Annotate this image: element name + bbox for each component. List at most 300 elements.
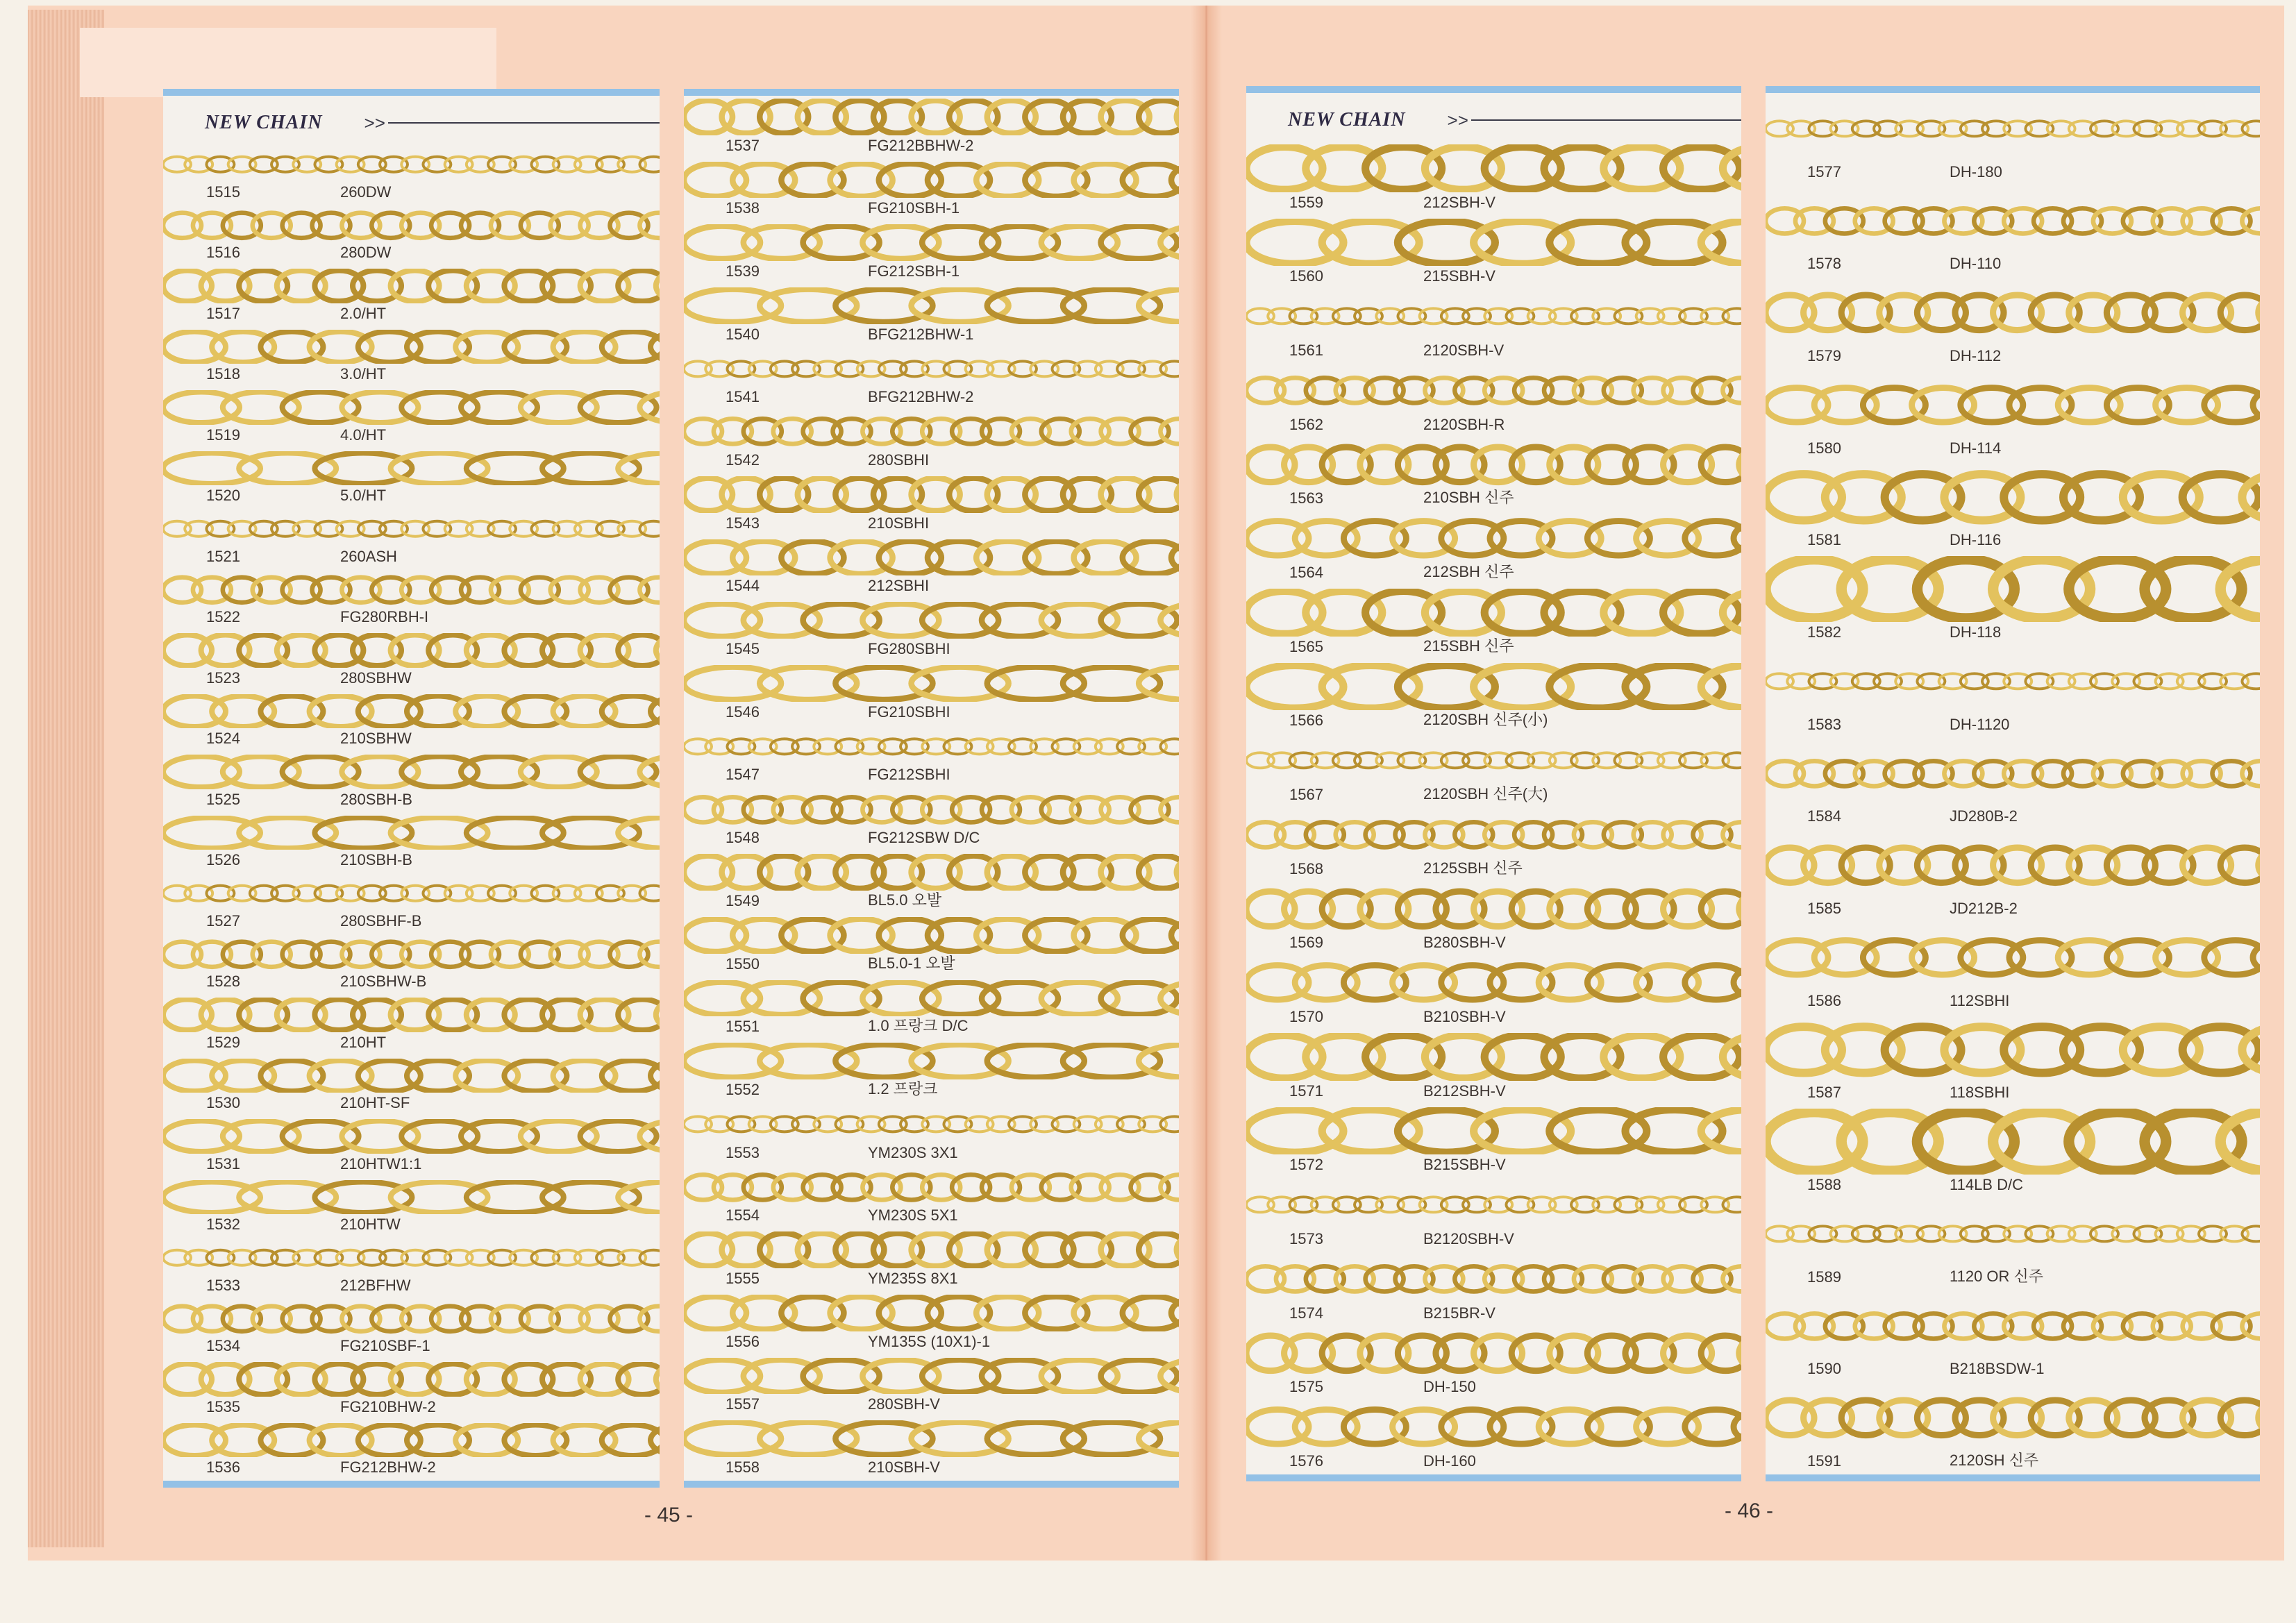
item-code: 1.0 프랑크 D/C [868, 1017, 969, 1035]
chain-item [1246, 438, 1741, 512]
chain-image [684, 1106, 1179, 1143]
chain-image [163, 1302, 660, 1336]
chain-image [1766, 1293, 2260, 1359]
item-number: 1574 [1289, 1304, 1323, 1322]
section-title: NEW CHAIN [205, 112, 323, 133]
chain-image [163, 1423, 660, 1458]
item-code: DH-112 [1950, 346, 2002, 364]
chain-image [1246, 514, 1741, 562]
chain-image [163, 147, 660, 182]
chain-item [163, 995, 660, 1056]
chain-item [163, 570, 660, 631]
item-code: 212SBH-V [1423, 193, 1495, 211]
section-header [1288, 103, 1741, 137]
chain-item [163, 873, 660, 934]
chain-image [1766, 188, 2260, 254]
item-code: FG210SBF-1 [340, 1337, 430, 1354]
chain-image [163, 1362, 660, 1397]
chain-item [684, 1418, 1179, 1481]
header-rule [388, 122, 660, 124]
item-number: 1571 [1289, 1082, 1323, 1100]
item-number: 1528 [206, 973, 240, 990]
chain-image [684, 854, 1179, 891]
item-number: 1554 [726, 1206, 760, 1225]
chain-item [163, 205, 660, 267]
chain-item [684, 851, 1179, 914]
item-number: 1582 [1807, 623, 1841, 641]
header-rule [1471, 119, 1741, 121]
chain-column-4 [1766, 86, 2260, 1481]
chain-item [684, 977, 1179, 1041]
chain-image [163, 1119, 660, 1154]
chain-image [684, 99, 1179, 135]
item-number: 1529 [206, 1033, 240, 1051]
item-code: 210SBH-B [340, 851, 412, 868]
item-code: 3.0/HT [340, 365, 387, 382]
item-code: 215SBH-V [1423, 267, 1495, 285]
item-code: 1120 OR 신주 [1950, 1267, 2044, 1285]
page-top-strip [80, 28, 496, 97]
chain-item [1766, 646, 2260, 738]
item-number: 1517 [206, 304, 240, 322]
item-number: 1577 [1807, 162, 1841, 180]
chain-image [1246, 811, 1741, 859]
chain-image [163, 633, 660, 668]
chain-item [684, 473, 1179, 537]
section-title: NEW CHAIN [1288, 109, 1406, 131]
item-code: FG212BHW-2 [340, 1458, 436, 1476]
chain-image [1766, 832, 2260, 898]
chain-item [1766, 1106, 2260, 1198]
item-number: 1540 [726, 325, 760, 343]
item-code: B212SBH-V [1423, 1082, 1506, 1100]
item-code: 2120SBH-R [1423, 415, 1505, 433]
chain-image [163, 1180, 660, 1215]
item-code: DH-1120 [1950, 715, 2010, 733]
chain-item [1246, 1030, 1741, 1104]
chain-image [684, 917, 1179, 954]
item-code: FG212SBH-1 [868, 262, 960, 280]
chain-image [684, 539, 1179, 576]
chain-item [1766, 369, 2260, 462]
chain-item [163, 1420, 660, 1481]
item-number: 1549 [726, 891, 760, 909]
chain-item [1766, 1014, 2260, 1107]
chain-item [1766, 1382, 2260, 1474]
item-number: 1569 [1289, 934, 1323, 952]
chain-image [1246, 1181, 1741, 1229]
chain-image [1246, 959, 1741, 1007]
item-number: 1572 [1289, 1156, 1323, 1174]
arrow-icon: >> [1447, 109, 1468, 131]
section-header [205, 106, 660, 140]
item-code: 112SBHI [1950, 991, 2010, 1009]
item-code: FG212BBHW-2 [868, 136, 974, 154]
chain-image [1246, 292, 1741, 340]
item-code: JD212B-2 [1950, 899, 2018, 917]
item-code: 210HTW [340, 1216, 401, 1233]
chain-item [163, 691, 660, 752]
item-number: 1558 [726, 1458, 760, 1476]
chain-image [684, 791, 1179, 828]
chain-image [684, 287, 1179, 324]
chain-image [684, 476, 1179, 513]
chain-item [163, 630, 660, 691]
chain-image [163, 208, 660, 243]
item-code: 1.2 프랑크 [868, 1079, 938, 1098]
chain-image [1246, 885, 1741, 933]
item-number: 1536 [206, 1458, 240, 1476]
item-number: 1585 [1807, 899, 1841, 917]
item-number: 1566 [1289, 712, 1323, 730]
chain-item [684, 1355, 1179, 1418]
item-number: 1576 [1289, 1452, 1323, 1470]
chain-item [684, 1040, 1179, 1103]
item-number: 1533 [206, 1276, 240, 1294]
item-number: 1557 [726, 1395, 760, 1413]
item-code: B215SBH-V [1423, 1156, 1506, 1174]
item-number: 1516 [206, 244, 240, 261]
chain-item [1246, 1400, 1741, 1474]
chain-image [1246, 1329, 1741, 1377]
item-code: 210HTW1:1 [340, 1154, 422, 1172]
chain-column-2 [684, 89, 1179, 1488]
item-code: B215BR-V [1423, 1304, 1495, 1322]
item-number: 1538 [726, 199, 760, 217]
item-code: 280SBHF-B [340, 911, 422, 930]
item-number: 1555 [726, 1269, 760, 1287]
item-code: 4.0/HT [340, 426, 387, 444]
item-number: 1541 [726, 388, 760, 406]
chain-item [163, 813, 660, 874]
item-number: 1579 [1807, 346, 1841, 364]
chain-image [684, 351, 1179, 387]
item-number: 1562 [1289, 415, 1323, 433]
chain-image [1766, 925, 2260, 991]
chain-image [1766, 96, 2260, 162]
arrow-icon: >> [364, 112, 385, 133]
item-code: YM135S (10X1)-1 [868, 1332, 991, 1350]
item-code: 2.0/HT [340, 304, 387, 322]
chain-item [1246, 808, 1741, 882]
chain-item [1246, 1252, 1741, 1327]
item-code: 210SBHI [868, 514, 930, 532]
chain-image [1246, 367, 1741, 414]
item-code: 210SBHW-B [340, 973, 427, 990]
chain-image [1766, 1017, 2260, 1083]
book-spine [1191, 6, 1222, 1561]
item-code: FG280RBH-I [340, 608, 429, 625]
item-code: 210SBH 신주 [1423, 489, 1514, 507]
chain-image [684, 602, 1179, 639]
chain-item [1246, 289, 1741, 364]
item-number: 1568 [1289, 859, 1323, 877]
chain-image [1766, 648, 2260, 714]
item-code: YM230S 5X1 [868, 1206, 958, 1225]
item-number: 1563 [1289, 489, 1323, 507]
chain-item [684, 789, 1179, 852]
item-code: YM230S 3X1 [868, 1143, 958, 1161]
chain-item [163, 934, 660, 995]
chain-image [163, 1241, 660, 1275]
item-code: FG210BHW-2 [340, 1397, 436, 1415]
chain-item [1766, 738, 2260, 830]
item-code: 2120SBH-V [1423, 341, 1505, 359]
item-code: FG210SBHI [868, 703, 950, 721]
item-number: 1543 [726, 514, 760, 532]
item-code: 210SBHW [340, 730, 412, 747]
item-number: 1580 [1807, 439, 1841, 457]
item-code: DH-118 [1950, 623, 2002, 641]
item-number: 1526 [206, 851, 240, 868]
chain-image [684, 162, 1179, 199]
chain-item [163, 448, 660, 510]
chain-item [163, 1056, 660, 1117]
item-code: 280SBH-V [868, 1395, 940, 1413]
item-code: 2120SH 신주 [1950, 1451, 2039, 1469]
item-code: FG280SBHI [868, 640, 950, 658]
chain-item [684, 1166, 1179, 1229]
chain-image [1766, 280, 2260, 346]
chain-item [684, 159, 1179, 222]
chain-item [684, 96, 1179, 159]
chain-image [1246, 663, 1741, 711]
item-number: 1542 [726, 451, 760, 469]
item-number: 1581 [1807, 531, 1841, 549]
item-code: BL5.0 오발 [868, 891, 942, 909]
chain-item [163, 752, 660, 813]
item-code: BL5.0-1 오발 [868, 954, 955, 972]
chain-image [163, 937, 660, 972]
item-number: 1551 [726, 1018, 760, 1036]
item-code: DH-116 [1950, 531, 2002, 549]
chain-item [163, 1359, 660, 1420]
item-number: 1589 [1807, 1268, 1841, 1286]
chain-item [684, 1292, 1179, 1355]
item-number: 1553 [726, 1143, 760, 1161]
item-code: FG212SBW D/C [868, 829, 980, 847]
item-code: 280SBHI [868, 451, 930, 469]
chain-image [684, 1420, 1179, 1457]
item-number: 1544 [726, 577, 760, 595]
chain-image [1246, 441, 1741, 489]
item-number: 1545 [726, 640, 760, 658]
item-code: 280DW [340, 244, 392, 261]
chain-image [163, 694, 660, 729]
chain-item [163, 387, 660, 448]
item-number: 1530 [206, 1094, 240, 1111]
chain-image [163, 816, 660, 850]
chain-image [1246, 1107, 1741, 1155]
chain-image [163, 390, 660, 425]
item-code: DH-180 [1950, 162, 2002, 180]
chain-column-1 [163, 89, 660, 1488]
chain-column-3 [1246, 86, 1741, 1481]
chain-image [163, 330, 660, 364]
item-number: 1556 [726, 1332, 760, 1350]
chain-image [1766, 464, 2260, 530]
chain-item [163, 1299, 660, 1360]
chain-item [1766, 553, 2260, 646]
chain-image [1246, 589, 1741, 637]
chain-image [684, 1231, 1179, 1268]
item-code: YM235S 8X1 [868, 1269, 958, 1287]
chain-item [1246, 1327, 1741, 1401]
item-code: 212SBH 신주 [1423, 562, 1514, 580]
item-code: B218BSDW-1 [1950, 1360, 2045, 1378]
item-code: 212SBHI [868, 577, 930, 595]
item-code: 215SBH 신주 [1423, 637, 1514, 655]
chain-image [1246, 1403, 1741, 1451]
chain-image [684, 1169, 1179, 1206]
chain-image [1766, 556, 2260, 622]
item-number: 1575 [1289, 1378, 1323, 1396]
item-number: 1546 [726, 703, 760, 721]
chain-item [163, 509, 660, 570]
chain-item [1246, 216, 1741, 290]
chain-image [684, 728, 1179, 765]
chain-image [684, 224, 1179, 261]
item-code: B2120SBH-V [1423, 1229, 1514, 1247]
item-number: 1560 [1289, 267, 1323, 285]
chain-item [684, 285, 1179, 348]
chain-image [163, 269, 660, 303]
item-number: 1584 [1807, 807, 1841, 825]
chain-image [684, 1043, 1179, 1079]
chain-item [1766, 1198, 2260, 1290]
item-code: 280SBHW [340, 668, 412, 687]
item-number: 1524 [206, 730, 240, 747]
item-code: DH-114 [1950, 439, 2002, 457]
chain-item [1246, 1178, 1741, 1252]
item-number: 1567 [1289, 785, 1323, 803]
chain-item [163, 1116, 660, 1177]
item-code: 280SBH-B [340, 790, 412, 808]
chain-item [1766, 277, 2260, 369]
chain-item [163, 266, 660, 327]
chain-item [684, 1229, 1179, 1292]
item-number: 1586 [1807, 991, 1841, 1009]
item-number: 1518 [206, 365, 240, 382]
item-code: JD280B-2 [1950, 807, 2018, 825]
chain-item [684, 662, 1179, 725]
chain-item [1246, 364, 1741, 438]
chain-image [163, 998, 660, 1032]
chain-item [163, 1177, 660, 1238]
item-number: 1535 [206, 1397, 240, 1415]
item-code: 114LB D/C [1950, 1175, 2023, 1193]
item-code: DH-160 [1423, 1452, 1476, 1470]
item-code: 2120SBH 신주(大) [1423, 784, 1548, 802]
item-number: 1590 [1807, 1360, 1841, 1378]
chain-item [684, 537, 1179, 600]
chain-item [1246, 956, 1741, 1030]
chain-item [684, 410, 1179, 473]
item-number: 1547 [726, 766, 760, 784]
chain-image [163, 876, 660, 911]
chain-item [684, 599, 1179, 662]
item-code: DH-110 [1950, 255, 2002, 273]
item-code: 210HT [340, 1033, 387, 1051]
item-code: B280SBH-V [1423, 934, 1506, 952]
item-number: 1519 [206, 426, 240, 444]
item-number: 1537 [726, 136, 760, 154]
chain-item [684, 725, 1179, 789]
item-code: 5.0/HT [340, 487, 387, 504]
chain-item [684, 348, 1179, 411]
chain-item [163, 144, 660, 205]
chain-image [1766, 741, 2260, 807]
item-number: 1573 [1289, 1229, 1323, 1247]
item-number: 1523 [206, 668, 240, 687]
item-number: 1531 [206, 1154, 240, 1172]
chain-image [163, 512, 660, 546]
item-number: 1539 [726, 262, 760, 280]
item-number: 1559 [1289, 193, 1323, 211]
item-number: 1522 [206, 608, 240, 625]
chain-image [1766, 1385, 2260, 1451]
chain-image [1766, 372, 2260, 438]
chain-item [1766, 462, 2260, 554]
chain-image [1246, 219, 1741, 267]
chain-item [1246, 734, 1741, 808]
chain-item [1246, 1104, 1741, 1179]
page-number-left: - 45 - [644, 1504, 694, 1527]
chain-image [684, 1358, 1179, 1395]
item-code: FG212SBHI [868, 766, 950, 784]
item-number: 1552 [726, 1080, 760, 1098]
chain-item [1246, 586, 1741, 660]
page-edges [28, 10, 104, 1547]
item-number: 1525 [206, 790, 240, 808]
chain-item [684, 1103, 1179, 1166]
item-number: 1534 [206, 1337, 240, 1354]
chain-image [684, 665, 1179, 702]
chain-image [684, 1295, 1179, 1331]
item-number: 1521 [206, 547, 240, 565]
item-number: 1548 [726, 829, 760, 847]
item-code: 260DW [340, 183, 392, 201]
item-code: 2125SBH 신주 [1423, 859, 1523, 877]
chain-image [1766, 1201, 2260, 1267]
item-number: 1565 [1289, 637, 1323, 655]
chain-image [163, 1059, 660, 1093]
page-number-right: - 46 - [1725, 1499, 1774, 1522]
item-number: 1527 [206, 911, 240, 930]
chain-image [1246, 144, 1741, 192]
item-code: 118SBHI [1950, 1084, 2010, 1102]
chain-item [163, 1238, 660, 1299]
chain-image [1246, 1033, 1741, 1081]
item-code: 210HT-SF [340, 1094, 410, 1111]
item-number: 1561 [1289, 341, 1323, 359]
chain-image [163, 755, 660, 789]
item-code: 210SBH-V [868, 1458, 940, 1476]
item-code: BFG212BHW-1 [868, 325, 974, 343]
chain-item [1766, 1290, 2260, 1383]
chain-item [684, 914, 1179, 977]
chain-image [1246, 737, 1741, 784]
item-code: 212BFHW [340, 1276, 411, 1294]
chain-item [1246, 142, 1741, 216]
item-code: 2120SBH 신주(小) [1423, 711, 1548, 729]
chain-item [1246, 512, 1741, 586]
item-number: 1587 [1807, 1084, 1841, 1102]
item-number: 1583 [1807, 715, 1841, 733]
item-number: 1532 [206, 1216, 240, 1233]
chain-image [1246, 1255, 1741, 1303]
chain-image [163, 573, 660, 607]
